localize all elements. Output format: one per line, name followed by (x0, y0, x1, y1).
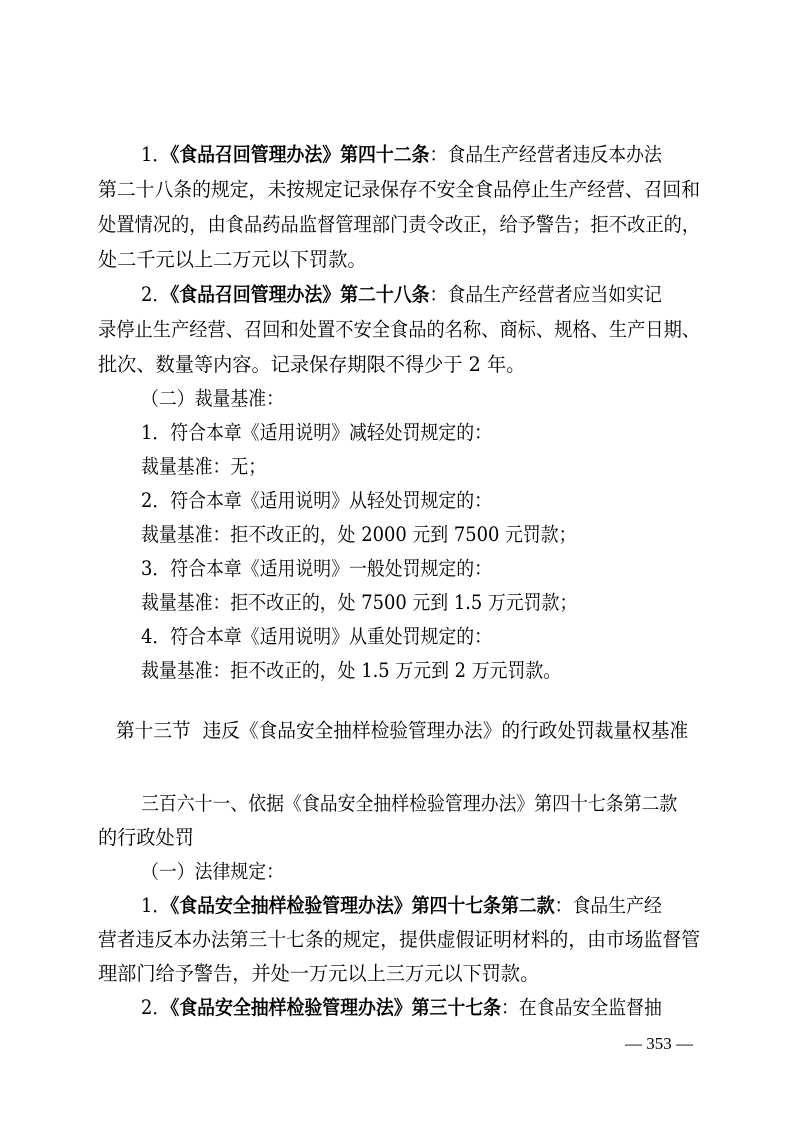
law-citation-bold: 《食品召回管理办法》第二十八条 (170, 283, 430, 306)
law-text: ：在食品安全监督抽 (500, 996, 662, 1019)
standard-item-2: 2．符合本章《适用说明》从轻处罚规定的： (141, 489, 493, 512)
standard-item-4: 4．符合本章《适用说明》从重处罚规定的： (141, 625, 493, 648)
paragraph-line-23 (141, 993, 700, 1023)
law-citation-bold: 《食品安全抽样检验管理办法》第四十七条第二款 (170, 894, 555, 917)
item-number: 2． (141, 996, 171, 1019)
paragraph-line-7: 批次、数量等内容。记录保存期限不得少于 2 年。 (98, 353, 526, 376)
section-heading: 第十三节 违反《食品安全抽样检验管理办法》的行政处罚裁量权基准 (116, 719, 689, 742)
paragraph-line-21: 营者违反本办法第三十七条的规定，提供虚假证明材料的，由市场监督管 (98, 928, 701, 951)
article-title-line-2: 的行政处罚 (98, 826, 194, 849)
standard-value-3: 裁量基准：拒不改正的，处 7500 元到 1.5 万元罚款； (141, 591, 578, 614)
standard-value-1: 裁量基准：无； (141, 455, 267, 478)
paragraph-line-22: 理部门给予警告，并处一万元以上三万元以下罚款。 (98, 962, 540, 985)
standard-item-1: 1．符合本章《适用说明》减轻处罚规定的： (141, 421, 493, 444)
paragraph-line-2: 第二十八条的规定，未按规定记录保存不安全食品停止生产经营、召回和 (98, 178, 701, 201)
item-number: 1． (141, 143, 171, 166)
law-text: ：食品生产经营者违反本办法 (429, 143, 662, 166)
subsection-title: （二）裁量基准： (141, 387, 285, 410)
article-title-line-1: 三百六十一、依据《食品安全抽样检验管理办法》第四十七条第二款 (141, 792, 678, 815)
law-text: ：食品生产经 (554, 894, 662, 917)
paragraph-line-6: 录停止生产经营、召回和处置不安全食品的名称、商标、规格、生产日期、 (98, 318, 701, 341)
law-citation-bold: 《食品安全抽样检验管理办法》第三十七条 (170, 996, 501, 1019)
paragraph-line-4: 处二千元以上二万元以下罚款。 (98, 248, 367, 271)
paragraph-line-1 (141, 140, 700, 170)
standard-value-2: 裁量基准：拒不改正的，处 2000 元到 7500 元罚款； (141, 523, 577, 546)
paragraph-line-20 (141, 891, 700, 921)
standard-item-3: 3．符合本章《适用说明》一般处罚规定的： (141, 557, 493, 580)
subsection-title: （一）法律规定： (141, 860, 285, 883)
item-number: 1． (141, 894, 171, 917)
page-number: — 353 — (625, 1034, 693, 1053)
item-number: 2． (141, 283, 171, 306)
paragraph-line-3: 处置情况的，由食品药品监督管理部门责令改正，给予警告；拒不改正的， (98, 213, 701, 236)
law-citation-bold: 《食品召回管理办法》第四十二条 (170, 143, 430, 166)
law-text: ：食品生产经营者应当如实记 (429, 283, 662, 306)
standard-value-4: 裁量基准：拒不改正的，处 1.5 万元到 2 万元罚款。 (141, 659, 562, 682)
paragraph-line-5 (141, 280, 700, 310)
